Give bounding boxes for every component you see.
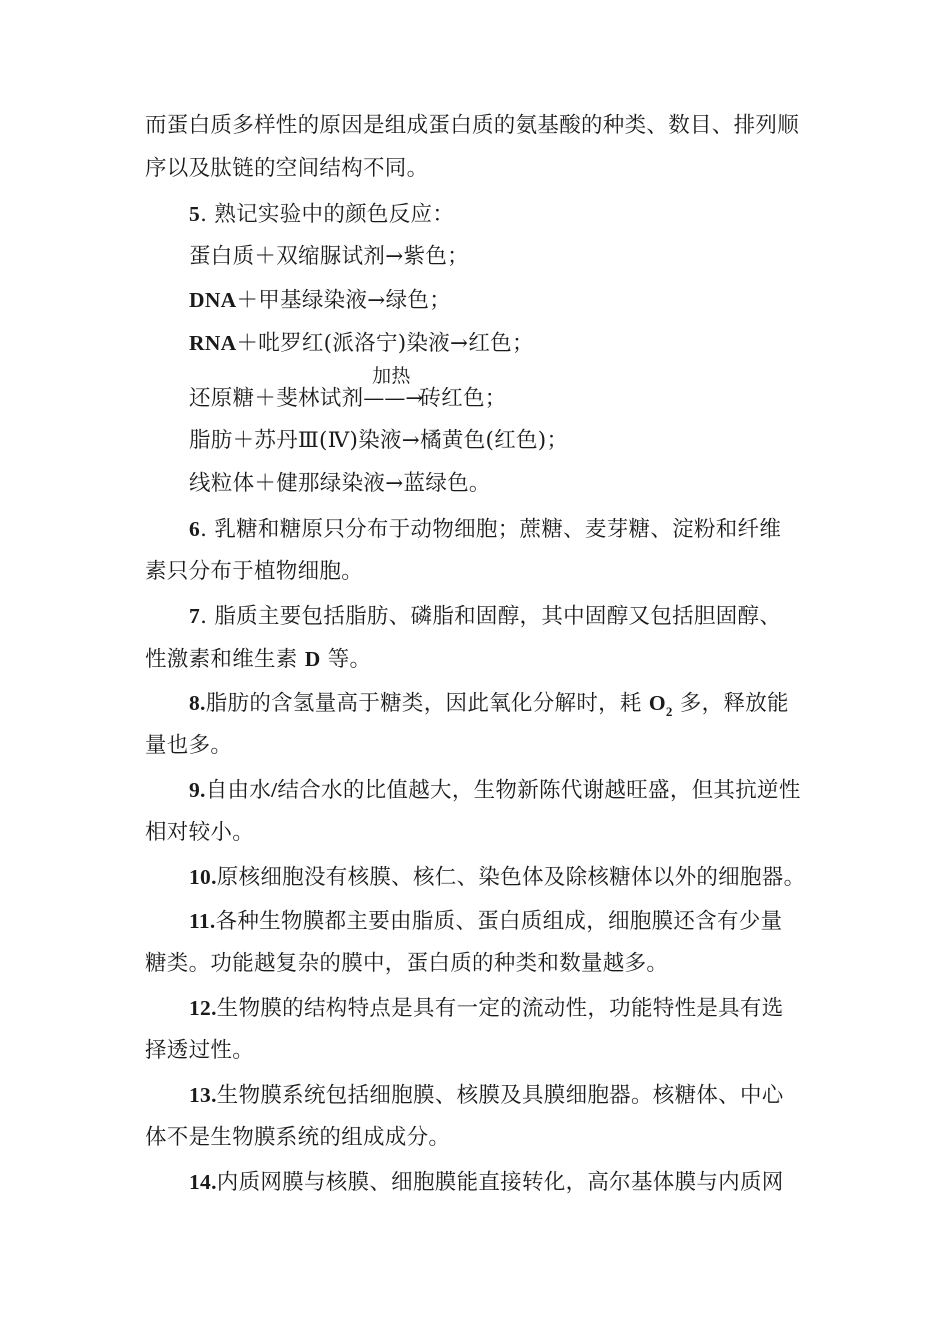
reaction-line [0, 242, 950, 272]
reaction-arrow [363, 365, 424, 414]
item-14-line [0, 1167, 950, 1198]
text: 脂肪＋苏丹Ⅲ(Ⅳ)染液→橘黄色(红色)； [189, 428, 569, 453]
formula-subscript: 2 [665, 704, 673, 719]
text: 原核细胞没有核膜、核仁、染色体及除核糖体以外的细胞器。 [216, 865, 806, 890]
reaction-line [0, 469, 950, 499]
item-11-line [0, 906, 950, 937]
item-number: 11. [189, 909, 216, 933]
item-number: 14. [189, 1170, 217, 1194]
text: 相对较小。 [145, 820, 255, 845]
reaction-line [0, 426, 950, 456]
text: 生物膜系统包括细胞膜、核膜及具膜细胞器。核糖体、中心 [216, 1083, 784, 1108]
arrow-icon: ——→ [363, 386, 424, 410]
bold-text: / [271, 778, 278, 802]
item-number: 5 [189, 202, 201, 226]
paragraph-line [0, 154, 950, 184]
text: 素只分布于植物细胞。 [145, 559, 364, 584]
text: 而蛋白质多样性的原因是组成蛋白质的氨基酸的种类、数目、排列顺 [145, 113, 800, 138]
text: 内质网膜与核膜、细胞膜能直接转化，高尔基体膜与内质网 [216, 1170, 784, 1195]
text: 体不是生物膜系统的组成成分。 [145, 1125, 451, 1150]
text: 生物膜的结构特点是具有一定的流动性，功能特性是具有选 [216, 996, 784, 1021]
item-number: 8. [189, 691, 206, 715]
item-number: 12. [189, 996, 217, 1020]
text: 序以及肽链的空间结构不同。 [145, 156, 429, 181]
paragraph-line [0, 111, 950, 141]
text: 性激素和维生素 [145, 647, 305, 672]
text: ＋吡罗红(派洛宁)染液→红色； [236, 331, 534, 356]
text: 自由水 [205, 778, 272, 803]
item-5-heading [0, 199, 950, 230]
text: 量也多。 [145, 733, 233, 758]
item-9-line [0, 775, 950, 806]
item-number: 7 [189, 604, 201, 628]
bold-text: D [304, 647, 321, 671]
item-7-line [0, 644, 950, 675]
text: . 脂质主要包括脂肪、磷脂和固醇，其中固醇又包括胆固醇、 [200, 604, 782, 629]
text: 结合水的比值越大，生物新陈代谢越旺盛，但其抗逆性 [277, 778, 801, 803]
item-12-line [0, 993, 950, 1024]
item-6-line [0, 514, 950, 545]
item-12-line [0, 1036, 950, 1066]
text: . 熟记实验中的颜色反应： [200, 202, 455, 227]
text: 线粒体＋健那绿染液→蓝绿色。 [189, 471, 491, 496]
text: 多，释放能 [672, 691, 789, 716]
item-number: 6 [189, 517, 201, 541]
item-number: 9. [189, 778, 206, 802]
reaction-line [0, 328, 950, 359]
text: 糖类。功能越复杂的膜中，蛋白质的种类和数量越多。 [145, 951, 669, 976]
item-8-line [0, 688, 950, 719]
item-6-line [0, 557, 950, 587]
arrow-condition: 加热 [372, 365, 411, 387]
text: 择透过性。 [145, 1038, 255, 1063]
text: ＋甲基绿染液→绿色； [236, 288, 451, 313]
text: 蛋白质＋双缩脲试剂→紫色； [189, 244, 469, 269]
bold-text: DNA [189, 288, 237, 312]
item-11-line [0, 949, 950, 979]
reaction-line [0, 365, 950, 414]
item-7-line [0, 601, 950, 632]
item-number: 10. [189, 865, 217, 889]
formula: O [648, 691, 666, 715]
text: 各种生物膜都主要由脂质、蛋白质组成，细胞膜还含有少量 [215, 909, 783, 934]
item-number: 13. [189, 1083, 217, 1107]
text: 脂肪的含氢量高于糖类，因此氧化分解时，耗 [205, 691, 649, 716]
reaction-line [0, 285, 950, 316]
bold-text: RNA [189, 331, 237, 355]
item-9-line [0, 818, 950, 848]
item-13-line [0, 1080, 950, 1111]
item-8-line [0, 731, 950, 761]
text: 还原糖＋斐林试剂 [189, 386, 364, 411]
text: . 乳糖和糖原只分布于动物细胞；蔗糖、麦芽糖、淀粉和纤维 [200, 517, 782, 542]
item-10-line [0, 862, 950, 893]
text: 砖红色； [419, 386, 507, 411]
text: 等。 [320, 647, 372, 672]
item-13-line [0, 1123, 950, 1153]
